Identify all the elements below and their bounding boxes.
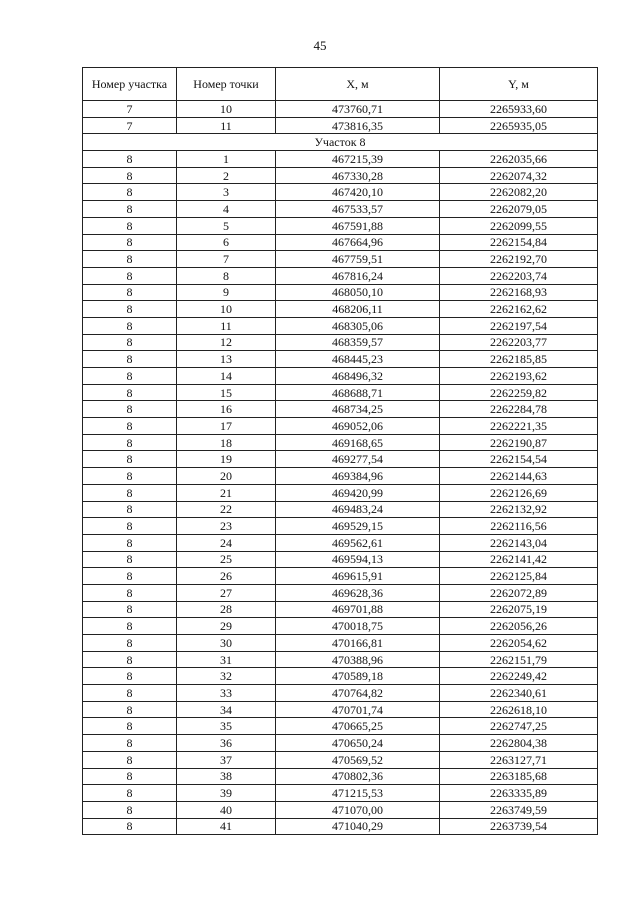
cell-point-number: 36	[177, 735, 276, 752]
cell-plot-number: 8	[83, 418, 177, 435]
cell-point-number: 15	[177, 384, 276, 401]
cell-point-number: 30	[177, 635, 276, 652]
cell-point-number: 13	[177, 351, 276, 368]
cell-x: 468050,10	[276, 284, 440, 301]
cell-plot-number: 8	[83, 384, 177, 401]
cell-y: 2262203,77	[440, 334, 598, 351]
table-row	[83, 217, 598, 234]
cell-x: 468359,57	[276, 334, 440, 351]
cell-x: 469277,54	[276, 451, 440, 468]
cell-x: 469483,24	[276, 501, 440, 518]
cell-plot-number: 8	[83, 568, 177, 585]
cell-y: 2262116,56	[440, 518, 598, 535]
cell-y: 2262126,69	[440, 484, 598, 501]
cell-point-number: 33	[177, 685, 276, 702]
cell-plot-number: 8	[83, 251, 177, 268]
cell-x: 470569,52	[276, 751, 440, 768]
cell-point-number: 32	[177, 668, 276, 685]
cell-y: 2263185,68	[440, 768, 598, 785]
cell-plot-number: 8	[83, 234, 177, 251]
cell-y: 2262197,54	[440, 317, 598, 334]
cell-plot-number: 8	[83, 785, 177, 802]
table-row	[83, 735, 598, 752]
cell-point-number: 26	[177, 568, 276, 585]
table-header	[83, 68, 598, 101]
cell-x: 469052,06	[276, 418, 440, 435]
cell-plot-number: 8	[83, 351, 177, 368]
table-row	[83, 334, 598, 351]
header-point-number: Номер точки	[177, 68, 276, 101]
cell-point-number: 11	[177, 117, 276, 134]
page-number: 45	[313, 38, 327, 53]
cell-y: 2262143,04	[440, 534, 598, 551]
cell-y: 2262618,10	[440, 701, 598, 718]
cell-point-number: 39	[177, 785, 276, 802]
cell-plot-number: 8	[83, 818, 177, 835]
table-row	[83, 651, 598, 668]
table-row	[83, 317, 598, 334]
cell-y: 2262125,84	[440, 568, 598, 585]
cell-plot-number: 8	[83, 484, 177, 501]
cell-plot-number: 8	[83, 368, 177, 385]
cell-y: 2263739,54	[440, 818, 598, 835]
cell-y: 2262340,61	[440, 685, 598, 702]
cell-point-number: 1	[177, 151, 276, 168]
cell-x: 470701,74	[276, 701, 440, 718]
cell-x: 469529,15	[276, 518, 440, 535]
cell-y: 2262144,63	[440, 468, 598, 485]
cell-x: 469628,36	[276, 584, 440, 601]
cell-x: 470388,96	[276, 651, 440, 668]
cell-plot-number: 8	[83, 685, 177, 702]
cell-y: 2262079,05	[440, 201, 598, 218]
table-row	[83, 568, 598, 585]
cell-point-number: 40	[177, 801, 276, 818]
cell-plot-number: 8	[83, 284, 177, 301]
cell-x: 467591,88	[276, 217, 440, 234]
table-row	[83, 718, 598, 735]
table-row	[83, 368, 598, 385]
cell-x: 467759,51	[276, 251, 440, 268]
cell-y: 2262259,82	[440, 384, 598, 401]
cell-plot-number: 8	[83, 451, 177, 468]
cell-plot-number: 8	[83, 267, 177, 284]
table-row	[83, 167, 598, 184]
cell-point-number: 12	[177, 334, 276, 351]
cell-point-number: 37	[177, 751, 276, 768]
cell-x: 473760,71	[276, 101, 440, 118]
cell-plot-number: 8	[83, 301, 177, 318]
cell-x: 468688,71	[276, 384, 440, 401]
cell-point-number: 31	[177, 651, 276, 668]
table-row	[83, 151, 598, 168]
table-row	[83, 201, 598, 218]
table-row	[83, 284, 598, 301]
cell-plot-number: 8	[83, 601, 177, 618]
cell-point-number: 19	[177, 451, 276, 468]
table-row	[83, 618, 598, 635]
table-row	[83, 584, 598, 601]
table-row	[83, 101, 598, 118]
cell-point-number: 7	[177, 251, 276, 268]
cell-plot-number: 8	[83, 334, 177, 351]
cell-y: 2262203,74	[440, 267, 598, 284]
cell-x: 470018,75	[276, 618, 440, 635]
cell-point-number: 24	[177, 534, 276, 551]
cell-plot-number: 8	[83, 401, 177, 418]
cell-plot-number: 8	[83, 534, 177, 551]
table-row	[83, 234, 598, 251]
cell-y: 2262082,20	[440, 184, 598, 201]
header-y: Y, м	[440, 68, 598, 101]
cell-x: 469615,91	[276, 568, 440, 585]
cell-plot-number: 8	[83, 217, 177, 234]
cell-x: 468445,23	[276, 351, 440, 368]
cell-plot-number: 8	[83, 635, 177, 652]
cell-x: 471040,29	[276, 818, 440, 835]
table-row	[83, 468, 598, 485]
cell-point-number: 17	[177, 418, 276, 435]
cell-point-number: 22	[177, 501, 276, 518]
cell-x: 467816,24	[276, 267, 440, 284]
cell-plot-number: 8	[83, 618, 177, 635]
cell-y: 2262099,55	[440, 217, 598, 234]
table-row	[83, 701, 598, 718]
cell-plot-number: 8	[83, 751, 177, 768]
cell-y: 2262132,92	[440, 501, 598, 518]
table-body	[83, 101, 598, 835]
cell-y: 2262221,35	[440, 418, 598, 435]
cell-point-number: 25	[177, 551, 276, 568]
cell-y: 2262747,25	[440, 718, 598, 735]
section-title: Участок 8	[83, 134, 598, 151]
table-row	[83, 384, 598, 401]
cell-plot-number: 8	[83, 501, 177, 518]
table-row	[83, 685, 598, 702]
cell-point-number: 23	[177, 518, 276, 535]
cell-x: 470589,18	[276, 668, 440, 685]
cell-y: 2262074,32	[440, 167, 598, 184]
table-row	[83, 418, 598, 435]
cell-point-number: 28	[177, 601, 276, 618]
cell-point-number: 5	[177, 217, 276, 234]
cell-plot-number: 8	[83, 468, 177, 485]
section-row	[83, 134, 598, 151]
cell-x: 473816,35	[276, 117, 440, 134]
cell-plot-number: 8	[83, 701, 177, 718]
table-row	[83, 668, 598, 685]
cell-point-number: 41	[177, 818, 276, 835]
cell-x: 469701,88	[276, 601, 440, 618]
cell-point-number: 10	[177, 101, 276, 118]
cell-plot-number: 8	[83, 434, 177, 451]
header-plot-number: Номер участка	[83, 68, 177, 101]
table-row	[83, 117, 598, 134]
cell-point-number: 16	[177, 401, 276, 418]
cell-plot-number: 8	[83, 801, 177, 818]
cell-x: 467533,57	[276, 201, 440, 218]
cell-point-number: 35	[177, 718, 276, 735]
cell-plot-number: 8	[83, 668, 177, 685]
cell-point-number: 4	[177, 201, 276, 218]
cell-x: 470665,25	[276, 718, 440, 735]
cell-y: 2262035,66	[440, 151, 598, 168]
cell-plot-number: 8	[83, 651, 177, 668]
cell-point-number: 6	[177, 234, 276, 251]
cell-y: 2263335,89	[440, 785, 598, 802]
cell-y: 2262192,70	[440, 251, 598, 268]
cell-x: 468305,06	[276, 317, 440, 334]
cell-y: 2263127,71	[440, 751, 598, 768]
cell-point-number: 20	[177, 468, 276, 485]
table-row	[83, 785, 598, 802]
cell-point-number: 8	[177, 267, 276, 284]
cell-point-number: 10	[177, 301, 276, 318]
table-row	[83, 501, 598, 518]
cell-x: 469384,96	[276, 468, 440, 485]
cell-x: 468496,32	[276, 368, 440, 385]
table-row	[83, 551, 598, 568]
cell-y: 2262804,38	[440, 735, 598, 752]
cell-y: 2262075,19	[440, 601, 598, 618]
cell-plot-number: 8	[83, 551, 177, 568]
table-row	[83, 635, 598, 652]
cell-plot-number: 7	[83, 101, 177, 118]
cell-y: 2262249,42	[440, 668, 598, 685]
cell-y: 2262284,78	[440, 401, 598, 418]
table-row	[83, 267, 598, 284]
cell-x: 469562,61	[276, 534, 440, 551]
cell-x: 468734,25	[276, 401, 440, 418]
table-row	[83, 818, 598, 835]
cell-x: 469420,99	[276, 484, 440, 501]
cell-y: 2265933,60	[440, 101, 598, 118]
cell-x: 470650,24	[276, 735, 440, 752]
coordinates-table	[82, 67, 598, 835]
cell-plot-number: 8	[83, 167, 177, 184]
table-row	[83, 601, 598, 618]
cell-point-number: 27	[177, 584, 276, 601]
cell-x: 467420,10	[276, 184, 440, 201]
cell-x: 467330,28	[276, 167, 440, 184]
table-row	[83, 451, 598, 468]
cell-point-number: 18	[177, 434, 276, 451]
cell-x: 467664,96	[276, 234, 440, 251]
cell-plot-number: 8	[83, 718, 177, 735]
table-row	[83, 251, 598, 268]
cell-y: 2262056,26	[440, 618, 598, 635]
table-row	[83, 401, 598, 418]
table-row	[83, 801, 598, 818]
cell-plot-number: 7	[83, 117, 177, 134]
cell-y: 2262151,79	[440, 651, 598, 668]
table-row	[83, 518, 598, 535]
cell-x: 470802,36	[276, 768, 440, 785]
cell-point-number: 2	[177, 167, 276, 184]
table-row	[83, 484, 598, 501]
cell-y: 2262193,62	[440, 368, 598, 385]
cell-y: 2262185,85	[440, 351, 598, 368]
cell-y: 2262162,62	[440, 301, 598, 318]
cell-y: 2262154,84	[440, 234, 598, 251]
table-row	[83, 301, 598, 318]
cell-y: 2265935,05	[440, 117, 598, 134]
cell-point-number: 14	[177, 368, 276, 385]
cell-point-number: 3	[177, 184, 276, 201]
cell-x: 469168,65	[276, 434, 440, 451]
cell-y: 2262168,93	[440, 284, 598, 301]
cell-point-number: 9	[177, 284, 276, 301]
cell-x: 468206,11	[276, 301, 440, 318]
cell-x: 470764,82	[276, 685, 440, 702]
table-row	[83, 434, 598, 451]
cell-y: 2262154,54	[440, 451, 598, 468]
cell-plot-number: 8	[83, 518, 177, 535]
cell-point-number: 21	[177, 484, 276, 501]
table-row	[83, 351, 598, 368]
cell-point-number: 38	[177, 768, 276, 785]
cell-x: 471215,53	[276, 785, 440, 802]
table-row	[83, 751, 598, 768]
table-row	[83, 534, 598, 551]
cell-plot-number: 8	[83, 584, 177, 601]
cell-point-number: 11	[177, 317, 276, 334]
cell-x: 469594,13	[276, 551, 440, 568]
header-x: X, м	[276, 68, 440, 101]
cell-plot-number: 8	[83, 151, 177, 168]
cell-point-number: 29	[177, 618, 276, 635]
cell-y: 2262054,62	[440, 635, 598, 652]
cell-y: 2262190,87	[440, 434, 598, 451]
cell-x: 470166,81	[276, 635, 440, 652]
cell-point-number: 34	[177, 701, 276, 718]
cell-plot-number: 8	[83, 184, 177, 201]
cell-y: 2263749,59	[440, 801, 598, 818]
cell-plot-number: 8	[83, 735, 177, 752]
cell-plot-number: 8	[83, 768, 177, 785]
cell-y: 2262072,89	[440, 584, 598, 601]
cell-x: 467215,39	[276, 151, 440, 168]
table-row	[83, 768, 598, 785]
cell-plot-number: 8	[83, 317, 177, 334]
table-row	[83, 184, 598, 201]
cell-plot-number: 8	[83, 201, 177, 218]
cell-x: 471070,00	[276, 801, 440, 818]
cell-y: 2262141,42	[440, 551, 598, 568]
